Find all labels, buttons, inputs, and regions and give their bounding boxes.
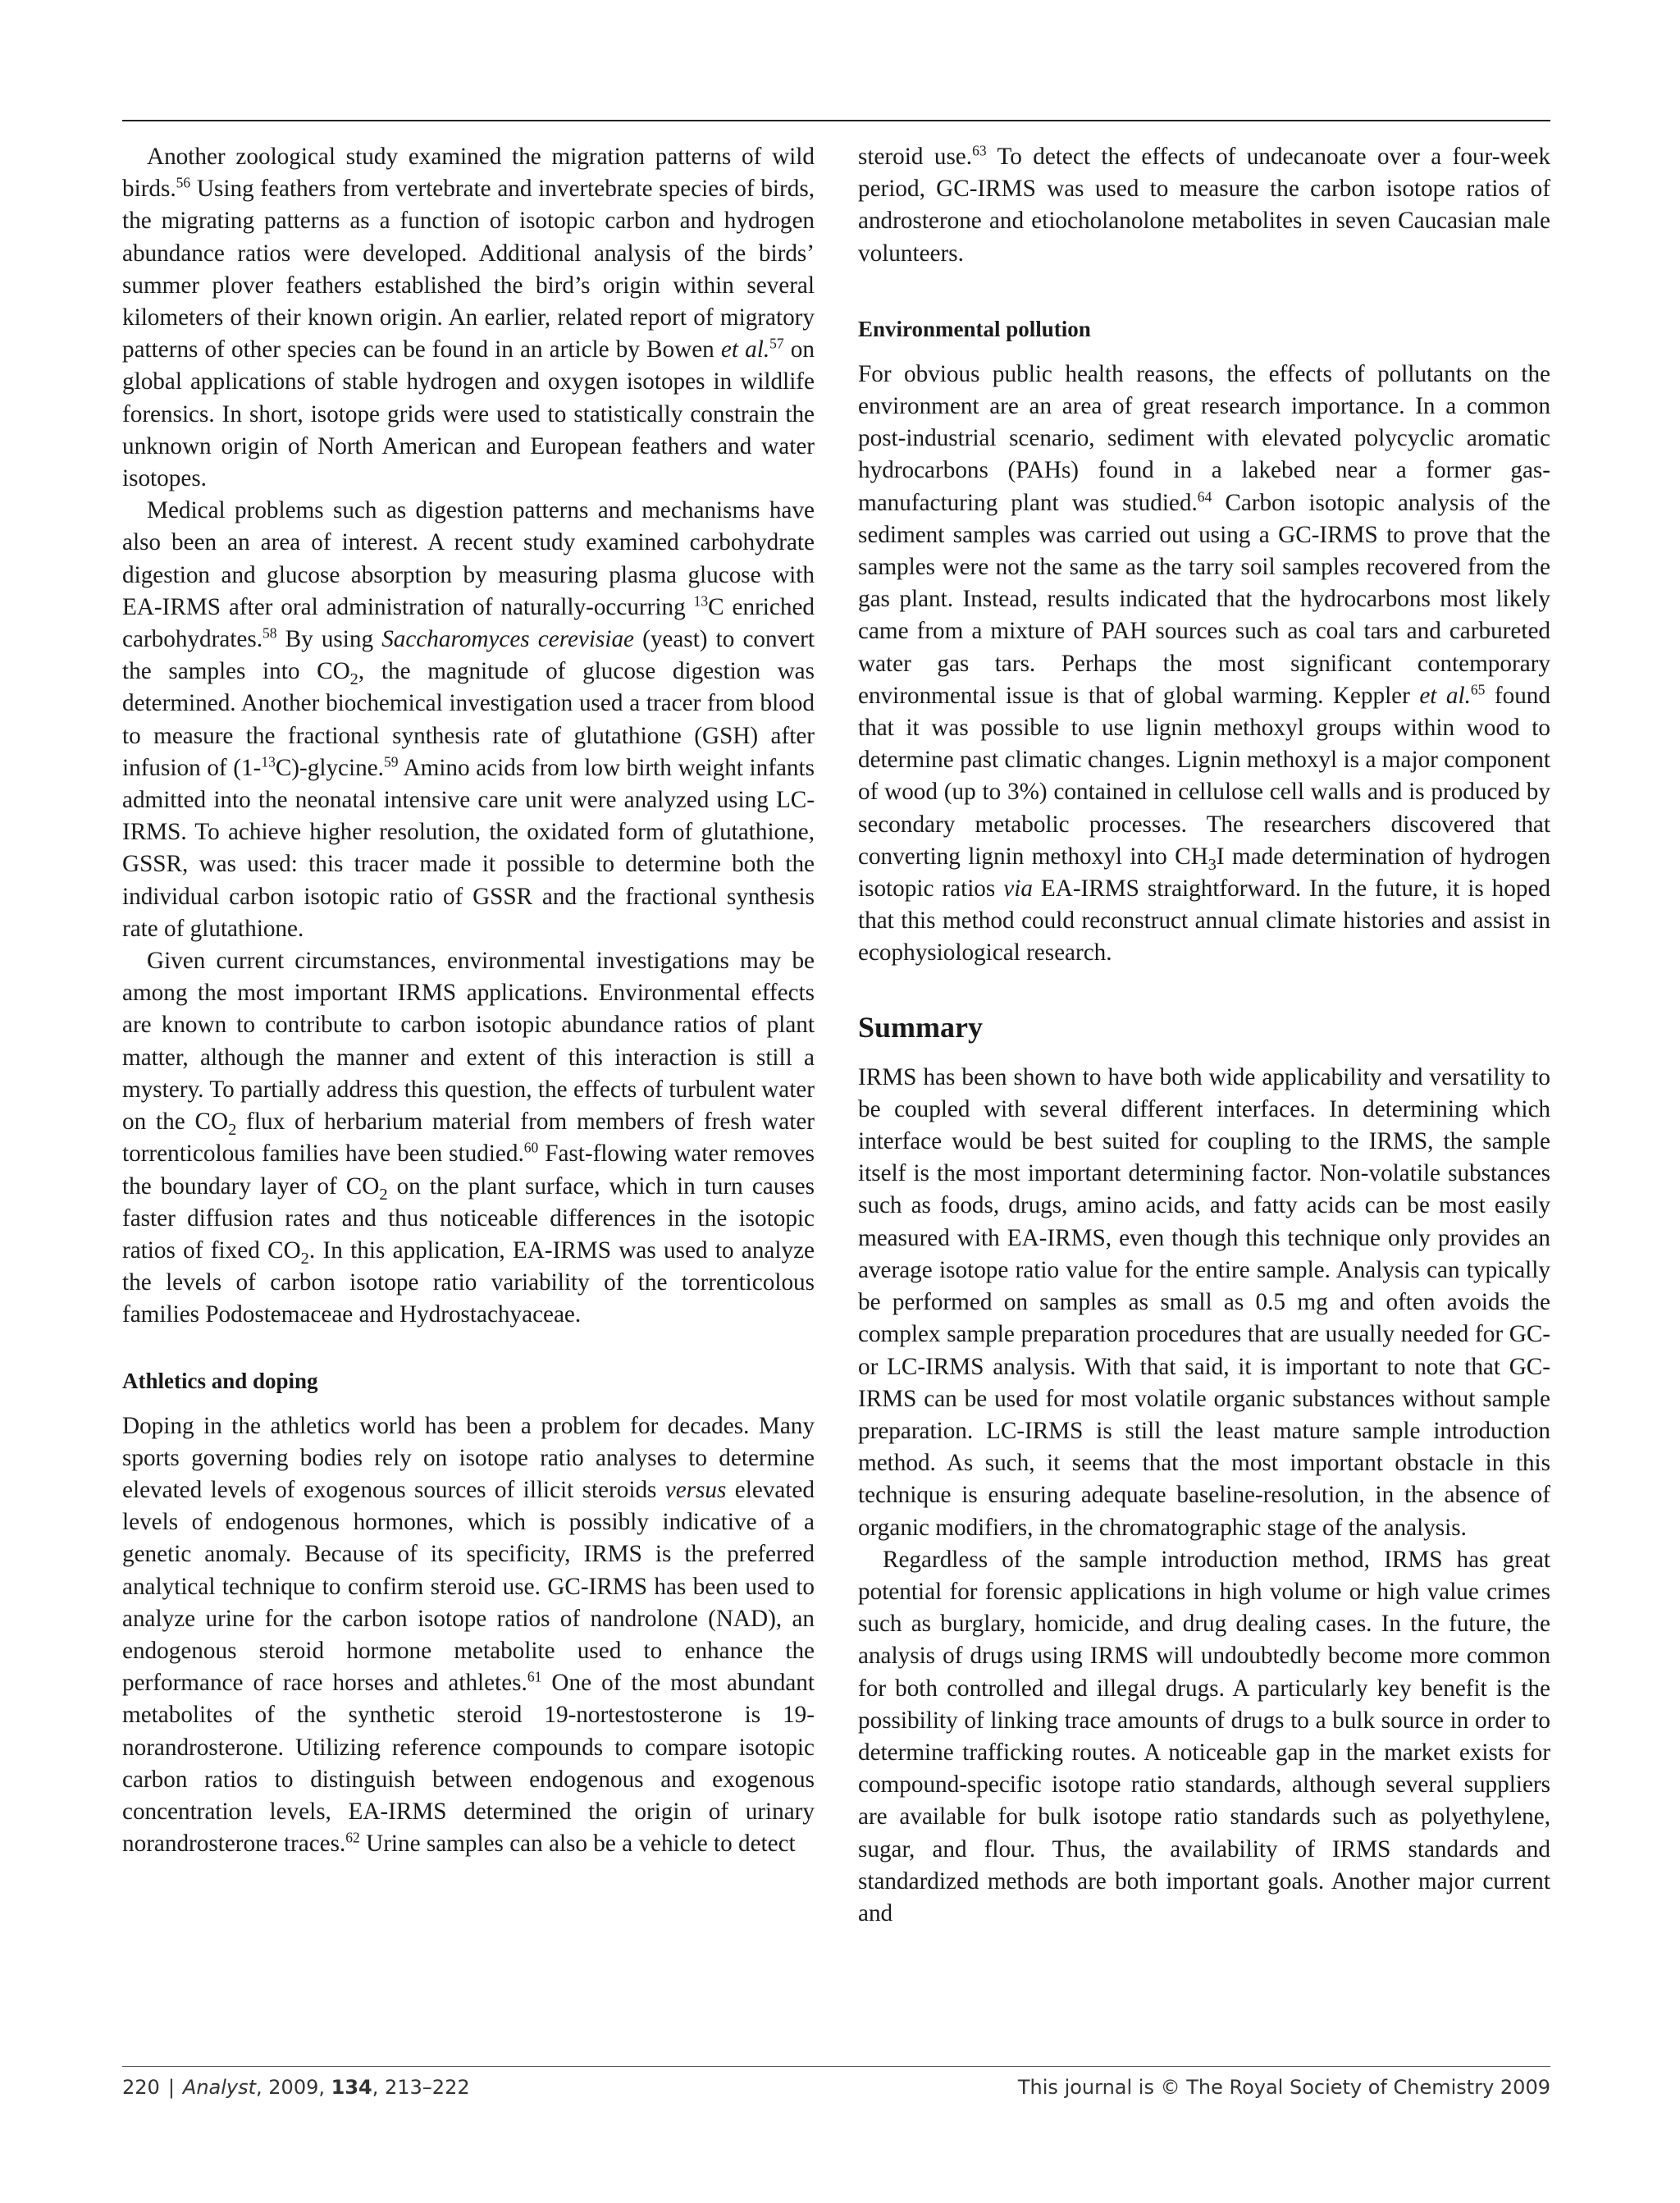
bottom-rule xyxy=(122,2066,1550,2067)
footer-copyright: This journal is © The Royal Society of Chemistry 2009 xyxy=(1017,2076,1550,2099)
right-column xyxy=(858,141,1550,1930)
paragraph-steroid-use: steroid use.$^{63}$ To detect the effects of undecanoate over a four-week period, GC-IRMS was used to measure the carbon isotope ratios of androsterone and etiocholanolone metabolites in seven Caucasian male volunteers. xyxy=(858,142,1550,267)
paragraph-bird-migration: Another zoological study examined the migration patterns of wild birds.$^{56}$ Using feathers from vertebrate and invertebrate species of birds, the migrating patterns as a function of isotopic carbon and hydrogen abundance ratios were developed. Additional analysis of the birds’ summer plover feathers established the bird’s origin within several kilometers of their known origin. An earlier, related report of migratory patterns of other species can be found in an article by Bowen et al.$^{57}$ on global applications of stable hydrogen and oxygen isotopes in wildlife forensics. In short, isotope grids were used to statistically constrain the unknown origin of North American and European feathers and water isotopes. xyxy=(122,144,815,492)
footer-citation: 220 | Analyst, 2009, 134, 213–222 xyxy=(122,2076,470,2099)
paragraph-summary-1: IRMS has been shown to have both wide applicability and versatility to be coupled with several different interfaces. In determining which interface would be best suited for coupling to the IRMS, the sample itself is the most important determining factor. Non-volatile substances such as foods, drugs, amino acids, and fatty acids can be most easily measured with EA-IRMS, even though this technique only provides an average isotope ratio value for the entire sample. Analysis can typically be performed on samples as small as 0.5 mg and often avoids the complex sample preparation procedures that are usually needed for GC- or LC-IRMS analysis. With that said, it is important to note that GC-IRMS can be used for most volatile organic substances without sample preparation. LC-IRMS is still the least mature sample introduction method. As such, it seems that the most important obstacle in this technique is ensuring adequate baseline-resolution, in the absence of organic modifiers, in the chromatographic stage of the analysis. xyxy=(858,1063,1550,1541)
paragraph-pollution: For obvious public health reasons, the effects of pollutants on the environment are an area of great research importance. In a common post-industrial scenario, sediment with elevated polycyclic aromatic hydrocarbons (PAHs) found in a lakebed near a former gas-manufacturing plant was studied.$^{64}$ Carbon isotopic analysis of the sediment samples was carried out using a GC-IRMS to prove that the samples were not the same as the tarry soil samples recovered from the gas plant. Instead, results indicated that the hydrocarbons most likely came from a mixture of PAH sources such as coal tars and carbureted water gas tars. Perhaps the most significant contemporary environmental issue is that of global warming. Keppler et al.$^{65}$ found that it was possible to use lignin methoxyl groups within wood to determine past climatic changes. Lignin methoxyl is a major component of wood (up to 3%) contained in cellulose cell walls and is produced by secondary metabolic processes. The researchers discovered that converting lignin methoxyl into $CH_3I$ made determination of hydrogen isotopic ratios via EA-IRMS straightforward. In the future, it is hoped that this method could reconstruct annual climate histories and assist in ecophysiological research. xyxy=(858,360,1550,967)
journal-name: Analyst xyxy=(182,2076,257,2099)
journal-volume: 134 xyxy=(331,2076,372,2099)
heading-environmental-pollution: Environmental pollution xyxy=(858,316,1091,341)
left-column xyxy=(122,141,815,1860)
paragraph-doping: Doping in the athletics world has been a problem for decades. Many sports governing bodies rely on isotope ratio analyses to determine elevated levels of exogenous sources of illicit steroids versus elevated levels of endogenous hormones, which is possibly indicative of a genetic anomaly. Because of its specificity, IRMS is the preferred analytical technique to confirm steroid use. GC-IRMS has been used to analyze urine for the carbon isotope ratios of nandrolone (NAD), an endogenous steroid hormone metabolite used to enhance the performance of race horses and athletes.$^{61}$ One of the most abundant metabolites of the synthetic steroid 19-nortestosterone is 19-norandrosterone. Utilizing reference compounds to compare isotopic carbon ratios to distinguish between endogenous and exogenous concentration levels, EA-IRMS determined the origin of urinary norandrosterone traces.$^{62}$ Urine samples can also be a vehicle to detect xyxy=(122,1412,815,1858)
heading-athletics-doping: Athletics and doping xyxy=(122,1368,318,1393)
top-rule xyxy=(122,120,1550,121)
page-number: 220 xyxy=(122,2076,160,2099)
paragraph-medical: Medical problems such as digestion patterns and mechanisms have also been an area of interest. A recent study examined carbohydrate digestion and glucose absorption by measuring plasma glucose with EA-IRMS after oral administration of naturally-occurring $^{13}$C enriched carbohydrates.$^{58}$ By using Saccharomyces cerevisiae (yeast) to convert the samples into $CO_2$, the magnitude of glucose digestion was determined. Another biochemical investigation used a tracer from blood to measure the fractional synthesis rate of glutathione (GSH) after infusion of (1-$^{13}$C)-glycine.$^{59}$ Amino acids from low birth weight infants admitted into the neonatal intensive care unit were analyzed using LC-IRMS. To achieve higher resolution, the oxidated form of glutathione, GSSR, was used: this tracer made it possible to determine both the individual carbon isotopic ratio of GSSR and the fractional synthesis rate of glutathione. xyxy=(122,497,815,942)
footer-separator: | xyxy=(167,2076,175,2099)
paragraph-environmental: Given current circumstances, environmental investigations may be among the most important IRMS applications. Environmental effects are known to contribute to carbon isotopic abundance ratios of plant matter, although the manner and extent of this interaction is still a mystery. To partially address this question, the effects of turbulent water on the $CO_2$ flux of herbarium material from members of fresh water torrenticolous families have been studied.$^{60}$ Fast-flowing water removes the boundary layer of $CO_2$ on the plant surface, which in turn causes faster diffusion rates and thus noticeable differences in the isotopic ratios of fixed $CO_2$. In this application, EA-IRMS was used to analyze the levels of carbon isotope ratio variability of the torrenticolous families Podostemaceae and Hydrostachyaceae. xyxy=(122,948,815,1328)
paragraph-summary-2: Regardless of the sample introduction method, IRMS has great potential for forensic applications in high volume or high value crimes such as burglary, homicide, and drug dealing cases. In the future, the analysis of drugs using IRMS will undoubtedly become more common for both controlled and illegal drugs. A particularly key benefit is the possibility of linking trace amounts of drugs to a bulk source in order to determine trafficking routes. A noticeable gap in the market exists for compound-specific isotope ratio standards, although several suppliers are available for bulk isotope ratio standards such as polyethylene, sugar, and flour. Thus, the availability of IRMS standards and standardized methods are both important goals. Another major current and xyxy=(858,1546,1550,1926)
heading-summary: Summary xyxy=(858,1010,983,1044)
